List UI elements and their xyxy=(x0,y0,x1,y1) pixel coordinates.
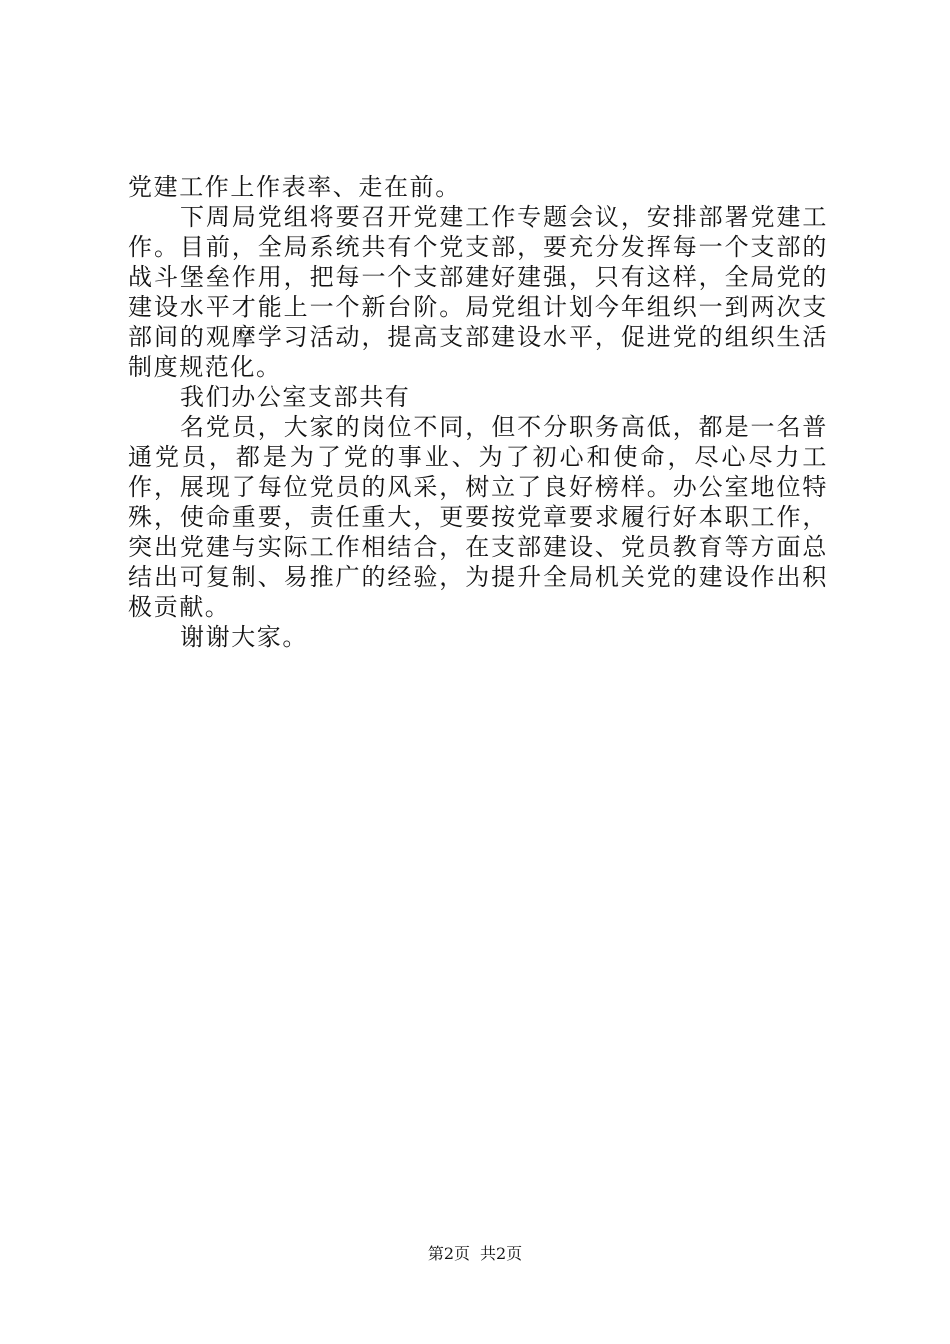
page-number: 第2页 xyxy=(427,1244,470,1263)
paragraph-members: 名党员，大家的岗位不同，但不分职务高低，都是一名普通党员，都是为了党的事业、为了初心和使命，尽心尽力工作，展现了每位党员的风采，树立了良好榜样。办公室地位特殊，使命重要，责任重大，更要按党章要求履行好本职工作，突出党建与实际工作相结合，在支部建设、党员教育等方面总结出可复制、易推广的经验，为提升全局机关党的建设作出积极贡献。 xyxy=(128,413,828,621)
paragraph-meeting-plan: 下周局党组将要召开党建工作专题会议，安排部署党建工作。目前，全局系统共有个党支部，要充分发挥每一个支部的战斗堡垒作用，把每一个支部建好建强，只有这样，全局党的建设水平才能上一个新台阶。局党组计划今年组织一到两次支部间的观摩学习活动，提高支部建设水平，促进党的组织生活制度规范化。 xyxy=(128,203,828,381)
page-total: 共2页 xyxy=(480,1244,523,1263)
paragraph-closing: 谢谢大家。 xyxy=(180,623,308,651)
document-body xyxy=(128,172,828,652)
paragraph-office-branch: 我们办公室支部共有 xyxy=(180,383,411,411)
paragraph-continuation: 党建工作上作表率、走在前。 xyxy=(128,173,461,201)
page-footer xyxy=(0,1243,950,1265)
